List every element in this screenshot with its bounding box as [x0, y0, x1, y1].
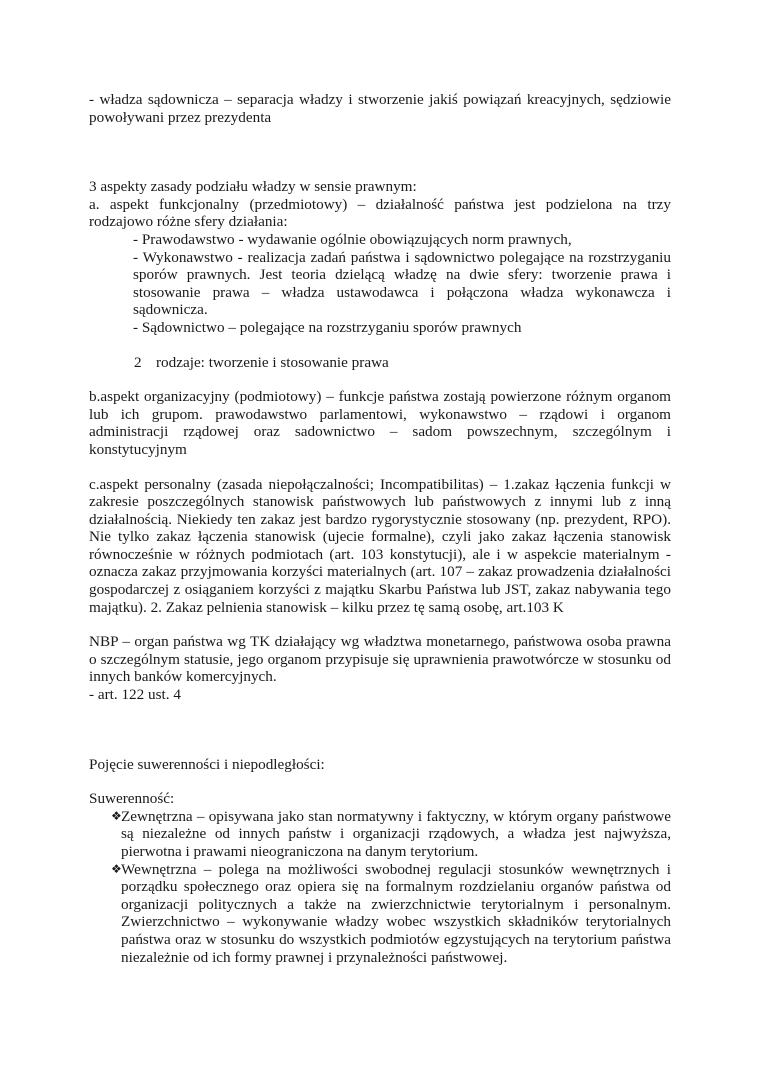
sovereignty-label: Suwerenność: [89, 790, 175, 808]
numbered-item-text: rodzaje: tworzenie i stosowanie prawa [156, 353, 389, 371]
list-item: - Wykonawstwo - realizacja zadań państwa i sądownictwo polegające na rozstrzyganiu sporów prawnych. Jest teoria dzielącą władzę na dwie sfery: tworzenie prawa i stosowanie prawa – władza ustawodawca i połączona władza wykonawcza i sądownicza. [133, 248, 671, 319]
bullet-text: Zewnętrzna – opisywana jako stan normatywny i faktyczny, w którym organy państwowe są niezależne od innych państw i organizacji rządowych, a władza jest najwyższa, pierwotna i prawami nieograniczona na danym terytorium. [121, 807, 671, 860]
aspect-c-paragraph: c.aspekt personalny (zasada niepołączalności; Incompatibilitas) – 1.zakaz łączenia funkcji w zakresie poszczególnych stanowisk państwowych lub państwowych z innymi lub z inną działalnością. Niekiedy ten zakaz jest bardzo rygorystycznie stosowany (np. prezydent, RPO). Nie tylko zakaz łączenia stanowisk (ujecie formalne), czyli jako zakaz łączenia stanowisk równocześnie w różnych podmiotach (art. 103 konstytucji), ale i w aspekcie materialnym - oznacza zakaz przyjmowania korzyści materialnych (art. 107 – zakaz prowadzenia działalności gospodarczej z osiąganiem korzyści z majątku Skarbu Państwa lub JST, zakaz nabywania tego majątku). 2. Zakaz pelnienia stanowisk – kilku przez tę samą osobę, art.103 K [89, 475, 671, 616]
bullet-item [89, 861, 671, 967]
numbered-item-number: 2 [134, 353, 142, 371]
art-reference: - art. 122 ust. 4 [89, 686, 181, 704]
list-item: - Sądownictwo – polegające na rozstrzyganiu sporów prawnych [133, 318, 522, 336]
aspects-heading: 3 aspekty zasady podziału władzy w sensie prawnym: [89, 178, 417, 196]
diamond-bullet-icon: ❖ [111, 861, 122, 876]
list-item: - Prawodawstwo - wydawanie ogólnie obowiązujących norm prawnych, [133, 230, 572, 248]
bullet-text: Wewnętrzna – polega na możliwości swobodnej regulacji stosunków wewnętrznych i porządku społecznego oraz opiera się na formalnym rozdzielaniu organów państwa od organizacji politycznych a także na zwierzchnictwie terytorialnym i personalnym. Zwierzchnictwo – wykonywanie władzy wobec wszystkich składników terytorialnych państwa oraz w stosunku do wszystkich podmiotów egzystujących na terytorium państwa niezależnie od ich formy prawnej i przynależności państwowej. [121, 860, 671, 966]
aspect-a-paragraph: a. aspekt funkcjonalny (przedmiotowy) – działalność państwa jest podzielona na trzy rodzajowo różne sfery działania: [89, 195, 671, 231]
diamond-bullet-icon: ❖ [111, 808, 122, 823]
sovereignty-heading: Pojęcie suwerenności i niepodległości: [89, 755, 325, 773]
intro-paragraph: - władza sądownicza – separacja władzy i stworzenie jakiś powiązań kreacyjnych, sędziowie powoływani przez prezydenta [89, 91, 671, 126]
bullet-item [89, 808, 671, 861]
document-page [89, 91, 671, 966]
numbered-item [89, 354, 671, 372]
aspect-b-paragraph: b.aspekt organizacyjny (podmiotowy) – funkcje państwa zostają powierzone różnym organom lub ich grupom. prawodawstwo parlamentowi, wykonawstwo – rządowi i organom administracji rządowej oraz sadownictwo – sadom powszechnym, szczególnym i konstytucyjnym [89, 388, 671, 458]
nbp-paragraph: NBP – organ państwa wg TK działający wg władztwa monetarnego, państwowa osoba prawna o szczególnym statusie, jego organom przypisuje się uprawnienia prawotwórcze w stosunku od innych banków komercyjnych. [89, 633, 671, 686]
